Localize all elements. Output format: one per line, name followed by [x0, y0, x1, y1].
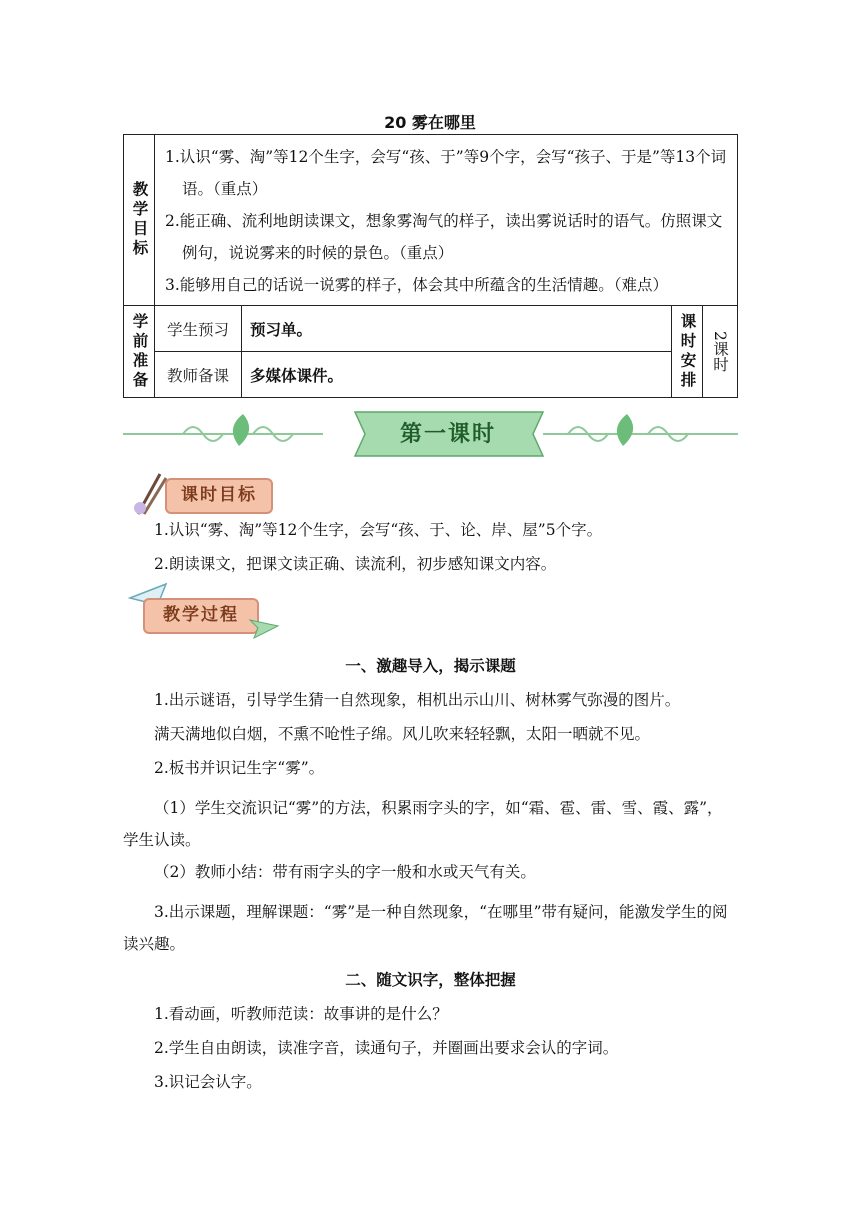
- part1-heading: 一、激趣导入，揭示课题: [345, 657, 516, 675]
- goal-item: 1.认识“雾、淘”等12个生字，会写“孩、于”等9个字，会写“孩子、于是”等13个词语。（重点）: [165, 148, 727, 198]
- banner-label: 第一课时: [399, 422, 496, 447]
- riddle-text: 满天满地似白烟，不熏不呛性子绵。风儿吹来轻轻飘，太阳一晒就不见。: [154, 725, 651, 743]
- process-para: 1.看动画，听教师范读：故事讲的是什么？: [154, 1005, 448, 1023]
- teacher-prep-label: 教师备课: [155, 352, 242, 398]
- goals-heading: 教学目标: [124, 135, 155, 306]
- process-para: 3.识记会认字。: [154, 1073, 262, 1091]
- leaf-icon: [617, 414, 633, 446]
- student-prep-label: 学生预习: [155, 306, 242, 352]
- schedule-value: 2课时: [703, 306, 738, 398]
- goal-item: 3.能够用自己的话说一说雾的样子，体会其中所蕴含的生活情趣。（难点）: [165, 276, 669, 294]
- teacher-prep-value: 多媒体课件。: [242, 352, 672, 398]
- section1-body: [123, 520, 738, 574]
- section-badge-process: 教学过程: [143, 598, 259, 634]
- objective-item: 2.朗读课文，把课文读正确、读流利，初步感知课文内容。: [154, 555, 557, 573]
- process-para: （1）学生交流识记“雾”的方法，积累雨字头的字，如“霜、雹、雷、雪、霞、露”，学生认读。: [123, 799, 723, 849]
- paper-plane-icon: [248, 616, 280, 640]
- schedule-heading: 课时安排: [672, 306, 703, 398]
- lesson-title: 20 雾在哪里: [384, 113, 476, 132]
- process-para: 1.出示谜语，引导学生猜一自然现象，相机出示山川、树林雾气弥漫的图片。: [154, 691, 681, 709]
- prep-heading: 学前准备: [124, 306, 155, 398]
- section-badge-goals: 课时目标: [165, 478, 273, 514]
- leaf-icon: [233, 414, 249, 446]
- part2-heading: 二、随文识字，整体把握: [345, 971, 516, 989]
- section2-body: [123, 656, 738, 1092]
- goal-item: 2.能正确、流利地朗读课文，想象雾淘气的样子，读出雾说话时的语气。仿照课文例句，说说雾来的时候的景色。（重点）: [165, 212, 723, 262]
- process-para: 3.出示课题，理解课题：“雾”是一种自然现象，“在哪里”带有疑问，能激发学生的阅读兴趣。: [123, 903, 728, 953]
- process-para: 2.学生自由朗读，读准字音，读通句子，并圈画出要求会认的字词。: [154, 1039, 619, 1057]
- process-para: （2）教师小结：带有雨字头的字一般和水或天气有关。: [154, 863, 536, 881]
- process-para: 2.板书并识记生字“雾”。: [154, 759, 325, 777]
- objective-item: 1.认识“雾、淘”等12个生字，会写“孩、于、论、岸、屋”5个字。: [154, 521, 603, 539]
- student-prep-value: 预习单。: [242, 306, 672, 352]
- lesson-plan-table: [123, 134, 738, 398]
- goals-cell: [155, 135, 738, 306]
- brush-icon: [130, 470, 170, 518]
